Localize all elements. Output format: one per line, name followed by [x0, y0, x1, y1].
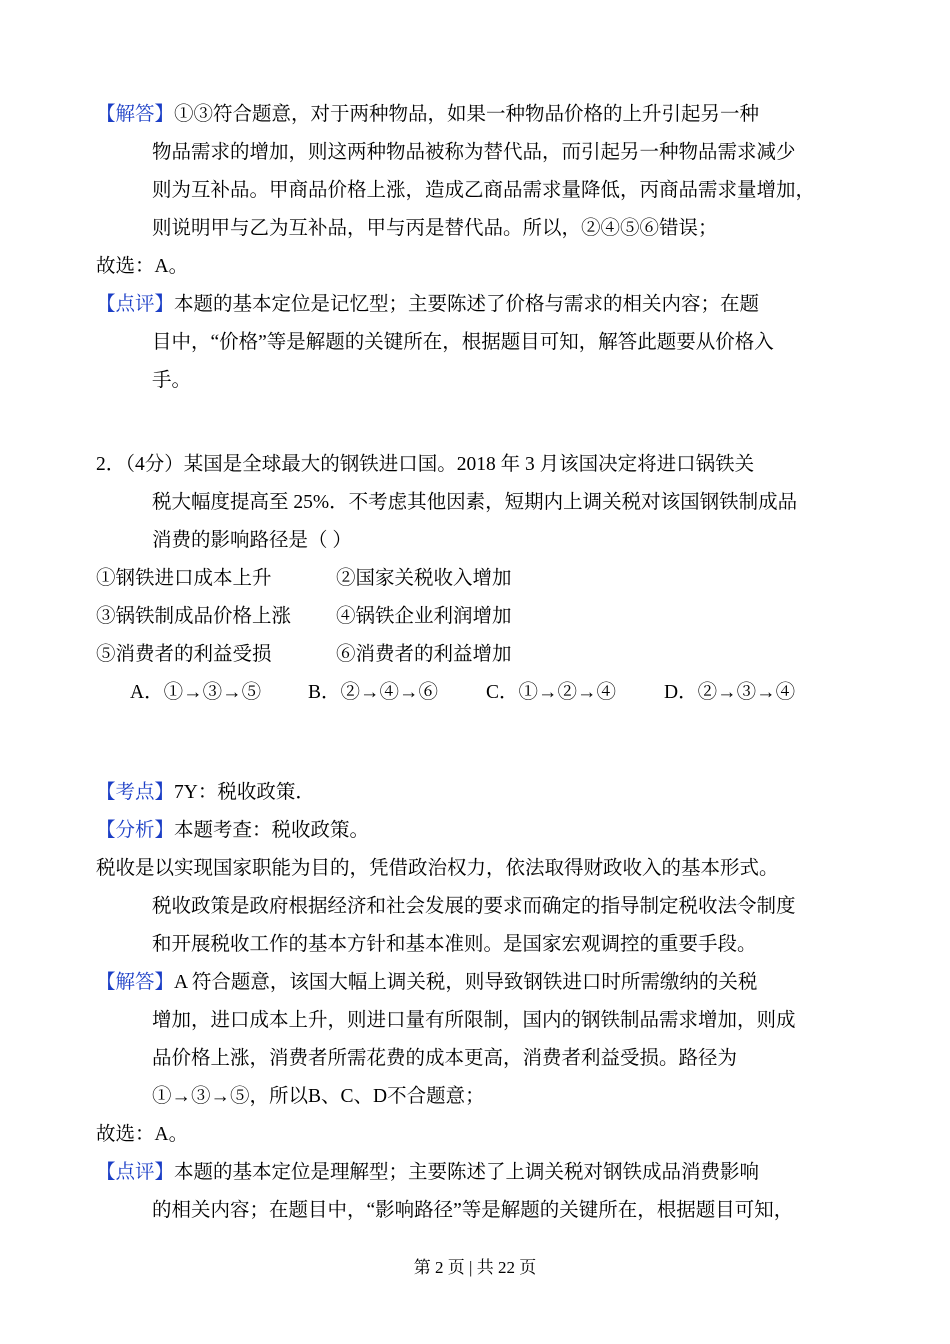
selected-answer-q2-text: 故选：A。: [96, 1124, 189, 1145]
analysis-body-text-2: 税收政策是政府根据经济和社会发展的要求而确定的指导制定税收法令制度: [152, 896, 796, 917]
comment-text-line-1: 本题的基本定位是记忆型；主要陈述了价格与需求的相关内容；在题: [174, 294, 760, 315]
answer-q2-text-3: 品价格上涨，消费者所需花费的成本更高，消费者利益受损。路径为: [152, 1048, 738, 1069]
comment-block-q1: [96, 286, 856, 400]
answer-text-line-4: 则说明甲与乙为互补品，甲与丙是替代品。所以，②④⑤⑥错误；: [152, 218, 718, 239]
comment-block-q2: [96, 1154, 856, 1230]
answer-block-q1: [96, 96, 856, 248]
answer-text-line-4-row: [96, 210, 856, 248]
question-2-option-row-3: [96, 636, 856, 674]
question-2-stem-line-3: [96, 522, 856, 560]
analysis-block-q2: [96, 812, 856, 964]
analysis-body-line-2: [96, 888, 856, 926]
analysis-body-line-3: [96, 926, 856, 964]
question-2-option-4: ④锅铁企业利润增加: [336, 606, 512, 627]
comment-text-line-2-row: [96, 324, 856, 362]
answer-block-q2: [96, 964, 856, 1116]
selected-answer-q2: [96, 1116, 856, 1154]
question-2-choices: [96, 674, 856, 712]
selected-answer-q1-row: [96, 248, 856, 286]
question-2-stem-line-2: [96, 484, 856, 522]
comment-q2-text-1: 本题的基本定位是理解型；主要陈述了上调关税对钢铁成品消费影响: [174, 1162, 760, 1183]
question-2: [96, 446, 856, 712]
answer-q2-line-3: [96, 1040, 856, 1078]
comment-paragraph-line: [96, 286, 856, 324]
answer-q2-text-4: ①→③→⑤，所以B、C、D不合题意；: [152, 1086, 485, 1107]
answer-q2-line-1: [96, 964, 856, 1002]
comment-q2-line-2: [96, 1192, 856, 1230]
answer-paragraph-line: [96, 96, 856, 134]
spacer: [96, 400, 856, 446]
answer-text-line-2-row: [96, 134, 856, 172]
comment-q2-text-2: 的相关内容；在题目中，“影响路径”等是解题的关键所在，根据题目可知，: [152, 1200, 794, 1221]
question-2-stem-line-1: [96, 446, 856, 484]
selected-answer-q2-row: [96, 1116, 856, 1154]
comment-text-line-3-row: [96, 362, 856, 400]
question-2-option-row-1: [96, 560, 856, 598]
analysis-line: [96, 812, 856, 850]
comment-text-line-3: 手。: [152, 370, 192, 391]
answer-q2-text-1: A 符合题意，该国大幅上调关税，则导致钢铁进口时所需缴纳的关税: [174, 972, 758, 993]
question-2-option-1: ①钢铁进口成本上升: [96, 568, 272, 589]
page-footer: [0, 1253, 950, 1278]
question-2-choice-a[interactable]: A．①→③→⑤: [130, 682, 262, 703]
question-2-choice-b[interactable]: B．②→④→⑥: [308, 682, 439, 703]
answer-q2-tag: 【解答】: [96, 972, 175, 993]
spacer-2: [96, 712, 856, 774]
answer-q2-line-4: [96, 1078, 856, 1116]
answer-q2-line-2: [96, 1002, 856, 1040]
kaodian-block-q2: [96, 774, 856, 812]
question-2-choice-c[interactable]: C．①→②→④: [486, 682, 617, 703]
kaodian-line: [96, 774, 856, 812]
analysis-tag: 【分析】: [96, 820, 175, 841]
kaodian-text: 7Y：税收政策．: [174, 782, 315, 803]
selected-answer-q1-text: 故选：A。: [96, 256, 189, 277]
question-2-stem-text-2: 税大幅度提高至 25%．不考虑其他因素，短期内上调关税对该国钢铁制成品: [152, 492, 798, 513]
answer-text-line-3: 则为互补品。甲商品价格上涨，造成乙商品需求量降低，丙商品需求量增加，: [152, 180, 816, 201]
analysis-body-line-1: [96, 850, 856, 888]
question-2-score: （4分）: [125, 454, 184, 475]
comment-tag: 【点评】: [96, 294, 175, 315]
question-2-stem-text-1: 某国是全球最大的钢铁进口国。2018 年 3 月该国决定将进口锅铁关: [183, 454, 755, 475]
analysis-text: 本题考查：税收政策。: [174, 820, 370, 841]
question-2-choice-d[interactable]: D．②→③→④: [664, 682, 796, 703]
comment-q2-line-1: [96, 1154, 856, 1192]
question-2-option-3: ③锅铁制成品价格上涨: [96, 606, 292, 627]
kaodian-tag: 【考点】: [96, 782, 175, 803]
comment-q2-tag: 【点评】: [96, 1162, 175, 1183]
question-2-number: 2．: [96, 454, 126, 475]
answer-tag: 【解答】: [96, 104, 175, 125]
analysis-body-text-1: 税收是以实现国家职能为目的，凭借政治权力，依法取得财政收入的基本形式。: [96, 858, 779, 879]
answer-q2-text-2: 增加，进口成本上升，则进口量有所限制，国内的钢铁制品需求增加，则成: [152, 1010, 796, 1031]
question-2-option-2: ②国家关税收入增加: [336, 568, 512, 589]
analysis-body-text-3: 和开展税收工作的基本方针和基本准则。是国家宏观调控的重要手段。: [152, 934, 757, 955]
answer-text-line-2: 物品需求的增加，则这两种物品被称为替代品，而引起另一种物品需求减少: [152, 142, 796, 163]
answer-text-line-1: ①③符合题意，对于两种物品，如果一种物品价格的上升引起另一种: [174, 104, 760, 125]
page-content: [96, 96, 856, 1230]
comment-text-line-2: 目中，“价格”等是解题的关键所在，根据题目可知，解答此题要从价格入: [152, 332, 774, 353]
answer-text-line-3-row: [96, 172, 856, 210]
question-2-option-5: ⑤消费者的利益受损: [96, 644, 272, 665]
question-2-option-row-2: [96, 598, 856, 636]
page-number-text: 第 2 页 | 共 22 页: [413, 1258, 537, 1277]
selected-answer-q1: [96, 248, 856, 286]
question-2-option-6: ⑥消费者的利益增加: [336, 644, 512, 665]
question-2-stem-text-3: 消费的影响路径是（ ）: [152, 530, 352, 551]
